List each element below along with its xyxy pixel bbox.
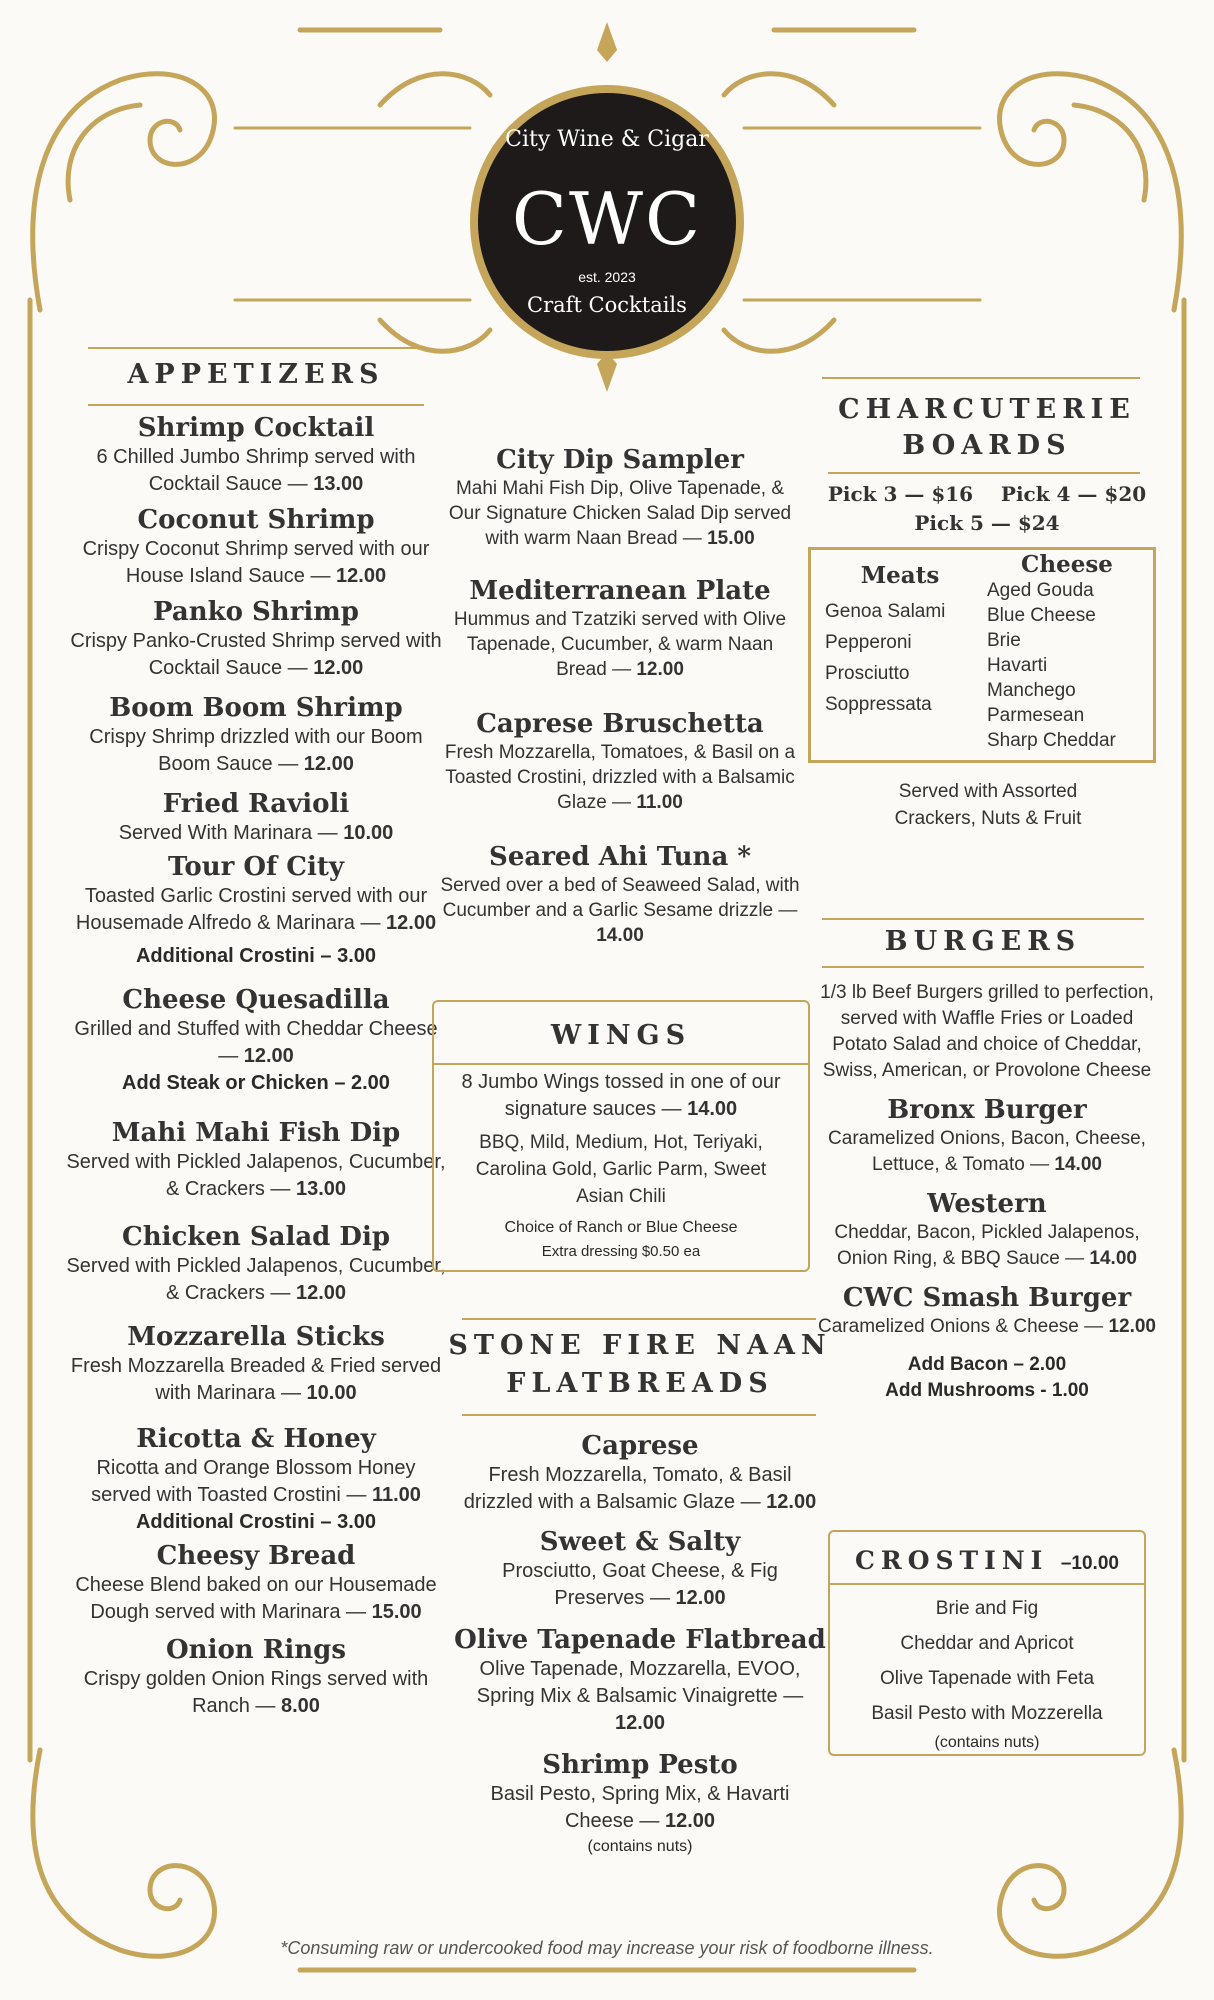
crostini-box [828,1530,1146,1756]
wings-rule [434,1063,808,1065]
appetizer-desc-text: Served with Pickled Jalapenos, Cucumber, & Crackers — [66,1151,446,1200]
wings-dressing: Choice of Ranch or Blue Cheese [504,1219,738,1236]
appetizer-price: 11.00 [371,1484,421,1506]
crostini-item: Olive Tapenade with Feta [879,1668,1095,1689]
appetizer-desc [66,1253,446,1307]
crostini-rule [830,1583,1144,1585]
flatbread-price: 12.00 [675,1587,726,1609]
appetizer-price: 12.00 [336,565,387,587]
wings-price: 14.00 [687,1098,738,1120]
burger-desc-text: Cheddar, Bacon, Pickled Jalapenos, Onion Ring, & BBQ Sauce — [834,1222,1140,1269]
burgers-rule-top [822,918,1144,920]
burgers-add-mushrooms: Add Mushrooms - 1.00 [885,1380,1089,1401]
burger-name: Bronx Burger [887,1095,1087,1125]
wings-extra-dressing: Extra dressing $0.50 ea [541,1243,701,1260]
appetizer-item [66,1221,446,1307]
appetizer-desc [66,1455,446,1509]
flatbread-desc-text: Fresh Mozzarella, Tomato, & Basil drizzled with a Balsamic Glaze — [463,1464,792,1513]
appetizer-desc [66,883,446,937]
burger-desc-text: Caramelized Onions & Cheese — [818,1316,1104,1337]
meat-item: Soppressata [825,694,932,715]
flatbread-desc-text: Prosciutto, Goat Cheese, & Fig Preserves — [502,1560,778,1609]
flatbread-name: Olive Tapenade Flatbread [454,1625,826,1655]
appetizer-item [66,851,446,970]
appetizer-desc-text: Fresh Mozzarella Breaded & Fried served with Marinara — [70,1355,442,1404]
middle-item [440,708,800,815]
appetizers-title: APPETIZERS [127,359,385,390]
burger-desc [812,1220,1162,1272]
middle-item-desc-text: Fresh Mozzarella, Tomatoes, & Basil on a Toasted Crostini, drizzled with a Balsamic Glaze — [444,742,796,813]
middle-item-price: 11.00 [636,792,683,813]
logo-top-text: City Wine & Cigar [505,127,709,152]
charcuterie-rule-bottom [828,472,1140,474]
wings-title: WINGS [550,1020,692,1051]
appetizer-desc [66,1149,446,1203]
appetizer-price: 8.00 [281,1695,320,1717]
appetizer-desc-text: Crispy Coconut Shrimp served with our House Island Sauce — [82,538,430,587]
appetizer-name: Boom Boom Shrimp [109,693,403,723]
appetizer-item [66,984,446,1097]
flatbreads-list [440,1430,840,1859]
appetizer-item [66,1540,446,1626]
cheese-item: Aged Gouda [987,580,1094,601]
cheese-title: Cheese [1021,551,1113,578]
flatbread-desc-text: Basil Pesto, Spring Mix, & Havarti Cheese — [490,1783,790,1832]
footer-disclaimer: *Consuming raw or undercooked food may increase your risk of foodborne illness. [280,1938,934,1958]
meat-item: Pepperoni [825,632,912,653]
cheese-item: Manchego [987,680,1076,701]
appetizer-desc-text: Crispy Panko-Crusted Shrimp served with Cocktail Sauce — [70,630,442,679]
flatbreads-title-2: FLATBREADS [506,1368,774,1399]
appetizer-name: Coconut Shrimp [137,505,375,535]
middle-item-price: 15.00 [707,528,755,549]
flatbreads-title-1: STONE FIRE NAAN [448,1330,832,1361]
appetizer-desc [66,1666,446,1720]
appetizer-item [66,1423,446,1536]
burger-desc [812,1314,1162,1340]
appetizer-name: Shrimp Cocktail [137,413,375,443]
appetizer-extra: Additional Crostini – 3.00 [135,945,377,967]
appetizer-item [66,504,446,590]
cheese-column [987,552,1147,753]
appetizer-name: Panko Shrimp [153,597,359,627]
appetizer-price: 10.00 [343,822,394,844]
appetizer-desc-text: Crispy golden Onion Rings served with Ranch — [83,1668,429,1717]
appetizer-desc [66,536,446,590]
middle-item-desc-text: Mahi Mahi Fish Dip, Olive Tapenade, & Our Signature Chicken Salad Dip served with warm Naan Bread — [448,478,792,549]
middle-item [440,444,800,551]
flatbreads-rule-top [462,1318,816,1320]
cheese-item: Havarti [987,655,1048,676]
appetizer-desc-text: 6 Chilled Jumbo Shrimp served with Cocktail Sauce — [96,446,416,495]
flatbread-name: Caprese [581,1431,699,1461]
logo-est-text: est. 2023 [578,269,636,285]
meat-item: Prosciutto [825,663,910,684]
burgers-rule-bottom [822,966,1144,968]
appetizer-desc-text: Toasted Garlic Crostini served with our Housemade Alfredo & Marinara — [75,885,428,934]
appetizer-price: 12.00 [295,1282,347,1304]
burger-name: CWC Smash Burger [842,1283,1132,1313]
cheese-item: Sharp Cheddar [987,730,1116,751]
meats-column [825,560,975,720]
appetizer-extra: Add Steak or Chicken – 2.00 [122,1072,390,1094]
appetizer-item [66,1117,446,1203]
cheese-item: Blue Cheese [987,605,1096,626]
appetizer-price: 12.00 [313,657,364,679]
burgers-intro: 1/3 lb Beef Burgers grilled to perfection, served with Waffle Fries or Loaded Potato Salad and choice of Cheddar, Swiss, American, or Provolone Cheese [820,982,1154,1081]
appetizer-price: 15.00 [371,1601,422,1623]
appetizer-price: 13.00 [313,473,364,495]
appetizer-price: 13.00 [295,1178,347,1200]
appetizer-name: Mahi Mahi Fish Dip [111,1118,401,1148]
wings-sauces: BBQ, Mild, Medium, Hot, Teriyaki, Carolina Gold, Garlic Parm, Sweet Asian Chili [475,1132,767,1207]
flatbread-item [440,1624,840,1737]
flatbread-item [440,1749,840,1859]
burger-price: 14.00 [1089,1248,1137,1269]
flatbread-price: 12.00 [614,1712,666,1734]
middle-item-name: Mediterranean Plate [469,576,771,606]
charcuterie-title-2: BOARDS [902,430,1072,461]
appetizer-desc-text: Served with Pickled Jalapenos, Cucumber, & Crackers — [66,1255,446,1304]
appetizers-rule-top [88,347,424,349]
appetizer-name: Ricotta & Honey [136,1424,376,1454]
charcuterie-picks-line1: Pick 3 — $16 Pick 4 — $20 [827,482,1147,506]
charcuterie-picks-line2: Pick 5 — $24 [914,511,1060,535]
crostini-price: –10.00 [1060,1553,1119,1574]
appetizer-name: Fried Ravioli [162,789,350,819]
appetizer-desc-text: Grilled and Stuffed with Cheddar Cheese — [74,1018,438,1067]
flatbread-desc [440,1558,840,1612]
middle-item-name: City Dip Sampler [496,445,744,475]
burger-item [812,1094,1162,1178]
flatbread-desc [440,1781,840,1835]
appetizer-name: Mozzarella Sticks [127,1322,385,1352]
appetizer-name: Tour Of City [168,852,344,882]
appetizer-name: Chicken Salad Dip [122,1222,390,1252]
appetizer-name: Cheesy Bread [156,1541,356,1571]
wings-desc-text: 8 Jumbo Wings tossed in one of our signature sauces — [461,1071,781,1120]
middle-item-desc [440,873,800,948]
appetizer-desc-text: Cheese Blend baked on our Housemade Dough served with Marinara — [75,1574,437,1623]
middle-item-desc [440,740,800,815]
appetizers-rule-bottom [88,404,424,406]
flatbread-name: Shrimp Pesto [542,1750,738,1780]
middle-appetizers-list [440,444,800,948]
appetizer-desc [66,628,446,682]
appetizer-extra: Additional Crostini – 3.00 [135,1511,377,1533]
appetizer-price: 10.00 [306,1382,357,1404]
flatbread-desc [440,1462,840,1516]
burgers-list [812,980,1162,1404]
charcuterie-rule-top [822,377,1140,379]
burger-desc [812,1126,1162,1178]
appetizer-name: Onion Rings [166,1635,346,1665]
meat-item: Genoa Salami [825,601,946,622]
appetizer-name: Cheese Quesadilla [122,985,390,1015]
flatbread-price: 12.00 [665,1810,716,1832]
burger-item [812,1188,1162,1272]
flatbread-note: (contains nuts) [587,1838,693,1855]
middle-item-name: Caprese Bruschetta [476,709,764,739]
appetizer-item [66,788,446,847]
appetizer-price: 12.00 [386,912,437,934]
flatbread-item [440,1526,840,1612]
charcuterie-box [808,547,1156,763]
middle-item-desc-text: Served over a bed of Seaweed Salad, with Cucumber and a Garlic Sesame drizzle — [440,875,800,921]
logo-bottom-text: Craft Cocktails [527,293,687,317]
burger-desc-text: Caramelized Onions, Bacon, Cheese, Lettuce, & Tomato — [828,1128,1146,1175]
middle-item-desc [440,476,800,551]
cheese-item: Parmesean [987,705,1085,726]
crostini-header [830,1546,1144,1575]
crostini-note: (contains nuts) [934,1734,1040,1751]
burgers-add-bacon: Add Bacon – 2.00 [907,1354,1067,1375]
crostini-item: Brie and Fig [935,1598,1039,1619]
middle-item-price: 14.00 [596,925,644,946]
wings-desc [434,1069,808,1123]
burger-item [812,1282,1162,1340]
appetizer-desc [66,1572,446,1626]
logo-badge [470,85,744,359]
appetizer-item [66,1634,446,1720]
flatbread-desc-text: Olive Tapenade, Mozzarella, EVOO, Spring Mix & Balsamic Vinaigrette — [476,1658,804,1707]
middle-item-desc-text: Hummus and Tzatziki served with Olive Tapenade, Cucumber, & warm Naan Bread — [453,609,787,680]
burger-name: Western [927,1189,1047,1219]
flatbread-price: 12.00 [766,1491,817,1513]
middle-item-name: Seared Ahi Tuna * [489,842,751,872]
appetizer-desc [66,444,446,498]
flatbread-item [440,1430,840,1516]
middle-item-desc [440,607,800,682]
crostini-item: Cheddar and Apricot [900,1633,1074,1654]
appetizer-desc-text: Crispy Shrimp drizzled with our Boom Boom Sauce — [89,726,423,775]
appetizers-list [66,412,446,1720]
middle-item [440,841,800,948]
crostini-title: CROSTINI [855,1546,1049,1575]
appetizer-desc [66,1016,446,1070]
burger-price: 14.00 [1054,1154,1102,1175]
flatbreads-rule-bottom [462,1414,816,1416]
appetizer-item [66,596,446,682]
flatbread-desc [440,1656,840,1737]
appetizer-item [66,1321,446,1407]
middle-item [440,575,800,682]
cheese-item: Brie [987,630,1021,651]
appetizer-item [66,692,446,778]
appetizer-desc-text: Ricotta and Orange Blossom Honey served with Toasted Crostini — [91,1457,416,1506]
appetizer-price: 12.00 [303,753,354,775]
logo-main-text: CWC [511,177,703,261]
middle-item-price: 12.00 [636,659,684,680]
appetizer-item [66,412,446,498]
appetizer-desc [66,1353,446,1407]
appetizer-desc-text: Served With Marinara — [118,822,338,844]
charcuterie-title-1: CHARCUTERIE [838,394,1136,425]
appetizer-desc [66,820,446,847]
charcuterie-served: Served with Assorted Crackers, Nuts & Fruit [894,781,1082,829]
appetizer-price: 12.00 [243,1045,294,1067]
appetizer-desc [66,724,446,778]
meats-title: Meats [860,562,940,589]
flatbread-name: Sweet & Salty [539,1527,741,1557]
burgers-title: BURGERS [884,926,1082,957]
charcuterie-picks [812,480,1162,538]
wings-box [432,1000,810,1272]
burger-price: 12.00 [1108,1316,1156,1337]
crostini-item: Basil Pesto with Mozzerella [871,1703,1103,1724]
